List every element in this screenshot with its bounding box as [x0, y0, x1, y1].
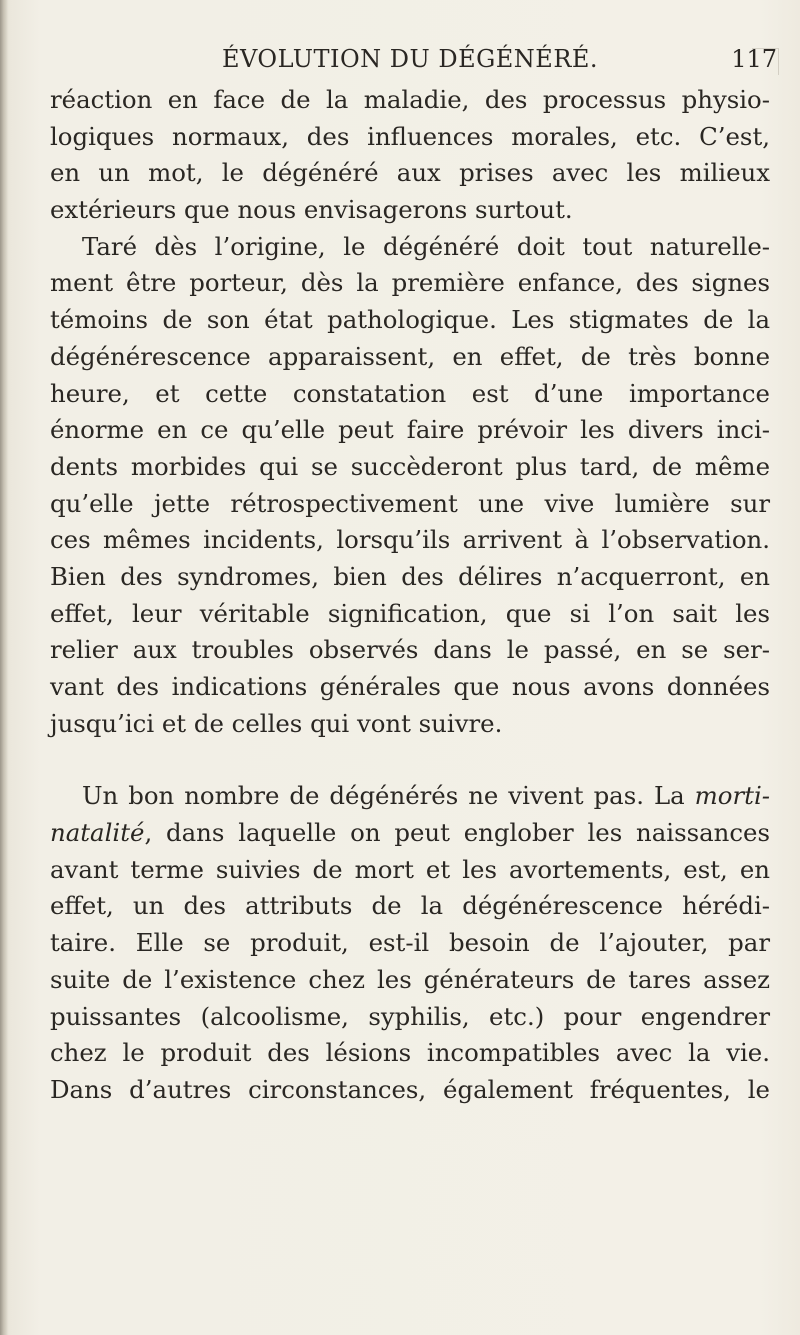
text-line: heure, et cette constatation est d’une importance — [50, 378, 770, 408]
running-title: ÉVOLUTION DU DÉGÉNÉRÉ. — [222, 45, 599, 73]
text-line: jusqu’ici et de celles qui vont suivre. — [50, 708, 503, 738]
paragraph-gap — [50, 742, 770, 778]
body-text — [50, 82, 770, 1109]
italic-term: natalité — [50, 818, 145, 848]
text-line: vant des indications générales que nous avons données — [50, 672, 770, 701]
text-line: en un mot, le dégénéré aux prises avec les milieux — [50, 158, 770, 188]
text-line: logiques normaux, des influences morales, etc. C’est, — [50, 121, 770, 151]
text-line: dents morbides qui se succèderont plus tard, de même — [50, 451, 770, 481]
text-line: dégénérescence apparaissent, en effet, de très bonne — [50, 341, 770, 371]
binding-edge — [0, 0, 8, 1335]
page-header — [222, 45, 777, 85]
text-line: avant terme suivies de mort et les avortements, est, en — [50, 854, 770, 884]
text-line: témoins de son état pathologique. Les stigmates de la — [50, 305, 770, 335]
text-line — [50, 815, 770, 852]
text-line — [50, 778, 770, 815]
text-line: relier aux troubles observés dans le passé, en se ser- — [50, 635, 770, 665]
text-line: qu’elle jette rétrospectivement une vive lumière sur — [50, 488, 770, 518]
text-line: Dans d’autres circonstances, également fréquentes, le — [50, 1074, 770, 1104]
text-run: Un bon nombre de dégénérés ne vivent pas. La — [82, 781, 695, 811]
text-line: Bien des syndromes, bien des délires n’acquerront, en — [50, 561, 770, 591]
text-line: énorme en ce qu’elle peut faire prévoir les divers inci- — [50, 415, 770, 445]
text-line: Taré dès l’origine, le dégénéré doit tout naturelle- — [82, 231, 770, 261]
text-line: ces mêmes incidents, lorsqu’ils arrivent à l’observation. — [50, 525, 770, 555]
text-line: effet, un des attributs de la dégénérescence hérédi- — [50, 891, 770, 921]
text-line: effet, leur véritable signification, que si l’on sait les — [50, 598, 770, 628]
text-line: extérieurs que nous envisagerons surtout. — [50, 195, 573, 225]
text-line: suite de l’existence chez les générateurs de tares assez — [50, 964, 770, 994]
text-line: puissantes (alcoolisme, syphilis, etc.) pour engendrer — [50, 1001, 770, 1031]
text-line: taire. Elle se produit, est-il besoin de l’ajouter, par — [50, 928, 770, 958]
text-line: réaction en face de la maladie, des processus physio- — [50, 85, 770, 114]
page-number: 117 — [731, 45, 777, 73]
text-run: , dans laquelle on peut englober les naissances — [144, 818, 770, 848]
text-line: chez le produit des lésions incompatibles avec la vie. — [50, 1038, 770, 1068]
italic-term: morti- — [694, 781, 770, 811]
text-line: ment être porteur, dès la première enfance, des signes — [50, 268, 770, 298]
